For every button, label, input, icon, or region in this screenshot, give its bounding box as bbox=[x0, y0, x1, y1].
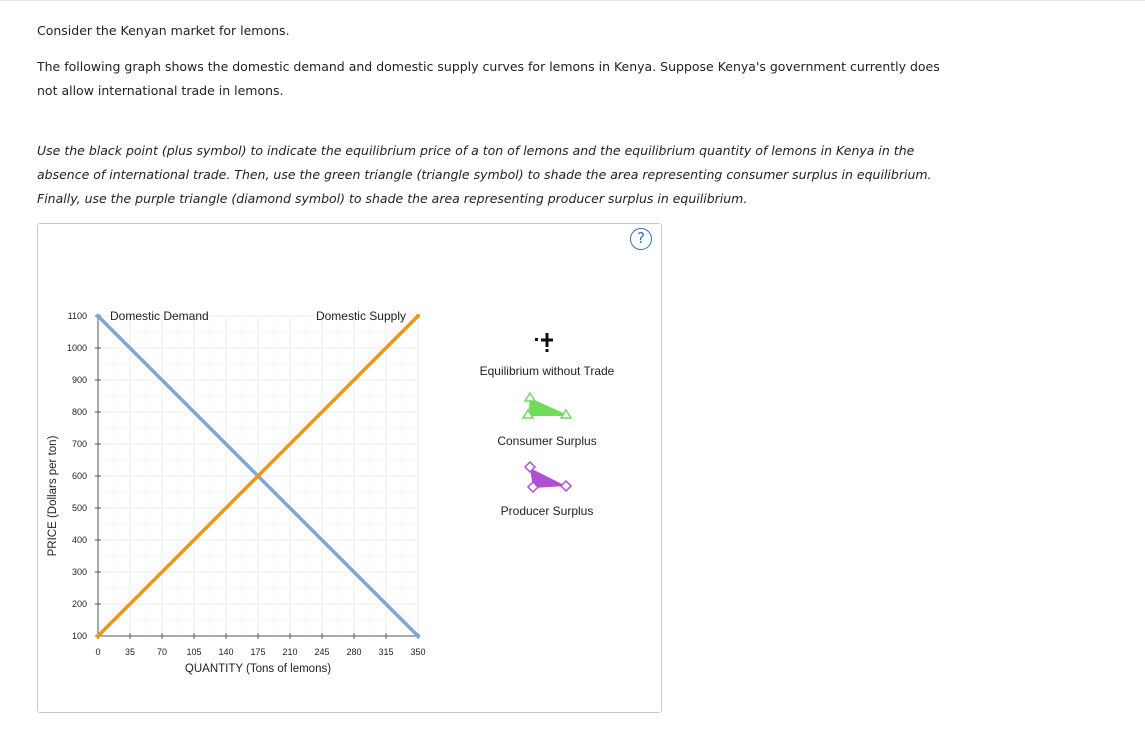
y-tick-label: 700 bbox=[71, 439, 87, 449]
x-tick-label: 350 bbox=[410, 647, 426, 657]
domestic-supply-label: Domestic Supply bbox=[315, 309, 406, 323]
producer-surplus-tool[interactable] bbox=[501, 462, 594, 518]
y-tick-label: 1000 bbox=[66, 343, 87, 353]
y-tick-label: 900 bbox=[71, 375, 87, 385]
drag-dot bbox=[546, 349, 549, 352]
triangle-vertex[interactable] bbox=[525, 393, 535, 401]
domestic-demand-endpoint[interactable] bbox=[96, 314, 100, 318]
x-tick-label: 245 bbox=[314, 647, 330, 657]
graph-description-text: The following graph shows the domestic demand and domestic supply curves for lemons in Kenya. Suppose Kenya's government currently does not allow international trade in lemons. bbox=[37, 59, 940, 98]
y-tick-label: 500 bbox=[71, 503, 87, 513]
diamond-vertex[interactable] bbox=[561, 481, 571, 491]
triangle-icon[interactable] bbox=[523, 393, 571, 418]
x-tick-label: 0 bbox=[95, 647, 101, 657]
domestic-demand-endpoint[interactable] bbox=[416, 634, 420, 638]
x-axis-title: QUANTITY (Tons of lemons) bbox=[184, 663, 332, 675]
help-button[interactable]: ? bbox=[630, 228, 652, 250]
diamond-icon[interactable] bbox=[525, 462, 571, 492]
x-tick-label: 35 bbox=[124, 647, 136, 657]
x-tick-label: 175 bbox=[250, 647, 266, 657]
equilibrium-tool[interactable] bbox=[480, 333, 615, 378]
producer-surplus-legend-label: Producer Surplus bbox=[500, 504, 594, 518]
intro-text: Consider the Kenyan market for lemons. bbox=[37, 23, 290, 38]
drag-dot bbox=[535, 338, 538, 341]
y-tick-label: 1100 bbox=[67, 311, 87, 321]
x-tick-label: 280 bbox=[346, 647, 362, 657]
x-tick-label: 210 bbox=[282, 647, 298, 657]
consumer-surplus-tool[interactable] bbox=[497, 393, 596, 448]
x-tick-label: 140 bbox=[218, 647, 234, 657]
x-tick-label: 105 bbox=[186, 647, 202, 657]
equilibrium-legend-label: Equilibrium without Trade bbox=[479, 364, 615, 378]
y-tick-label: 100 bbox=[71, 631, 87, 641]
y-tick-label: 600 bbox=[71, 471, 87, 481]
y-tick-label: 200 bbox=[71, 599, 87, 609]
domestic-supply-endpoint[interactable] bbox=[96, 634, 100, 638]
y-tick-label: 800 bbox=[71, 407, 87, 417]
y-tick-label: 400 bbox=[71, 535, 87, 545]
domestic-demand-label: Domestic Demand bbox=[110, 309, 209, 323]
x-tick-label: 70 bbox=[156, 647, 168, 657]
plus-icon[interactable] bbox=[535, 333, 553, 352]
y-axis-title: PRICE (Dollars per ton) bbox=[47, 435, 59, 557]
domestic-supply-endpoint[interactable] bbox=[416, 314, 420, 318]
y-tick-label: 300 bbox=[71, 567, 87, 577]
x-tick-label: 315 bbox=[378, 647, 394, 657]
consumer-surplus-legend-label: Consumer Surplus bbox=[497, 434, 597, 448]
task-instructions-text: Use the black point (plus symbol) to indicate the equilibrium price of a ton of lemons and the equilibrium quantity of lemons in Kenya in the absence of international trade. Then, use the green triangle (triangle symbol) to shade the area representing consumer surplus in equilibrium. Finally, use the purple triangle (diamond symbol) to shade the area representing producer surplus in equilibrium. bbox=[37, 143, 932, 206]
